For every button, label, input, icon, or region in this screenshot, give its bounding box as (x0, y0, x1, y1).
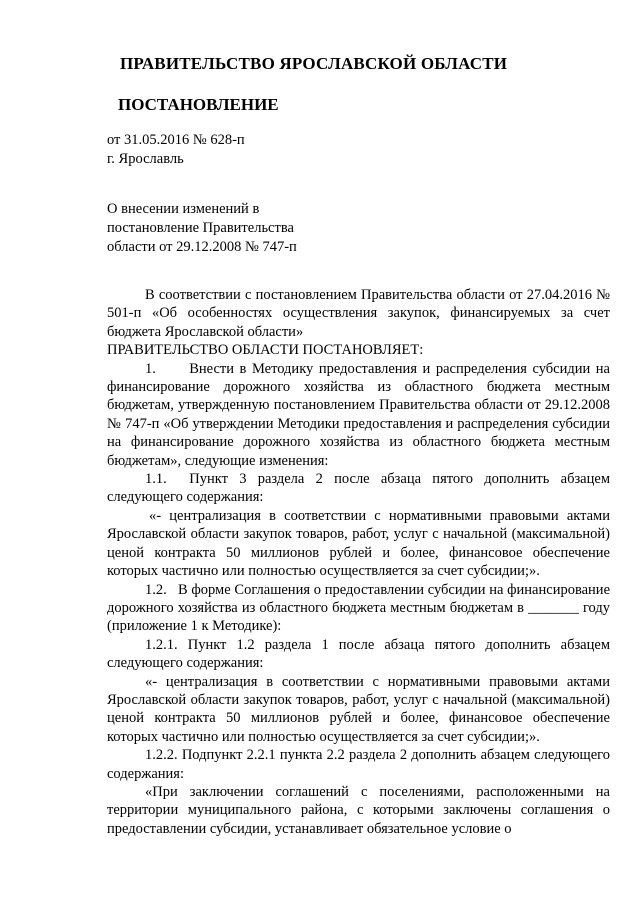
city: г. Ярославль (107, 151, 184, 167)
document-meta (107, 131, 245, 169)
paragraph-1-2-2-quote: «При заключении соглашений с поселениями, расположенными на территории муниципального района, с которыми заключены соглашения о предоставлении субсидии, устанавливает обязательное условие о (107, 783, 610, 837)
paragraph-1-2-1-quote: «- централизация в соответствии с нормативными правовыми актами Ярославской области закупок товаров, работ, услуг с начальной (максимальной) ценой контракта 50 миллионов рублей и более, финансовое обеспечение которых частично или полностью осуществляется за счет субсидии;». (107, 673, 610, 745)
date-number: от 31.05.2016 № 628-п (107, 132, 245, 148)
subject-line: постановление Правительства (107, 220, 294, 236)
subject-line: О внесении изменений в (107, 201, 260, 217)
paragraph-1: 1. Внести в Методику предоставления и распределения субсидии на финансирование дорожного хозяйства из областного бюджета местным бюджетам, утвержденную постановлением Правительства области от 29.12.2008 № 747-п «Об утверждении Методики предоставления и распределения субсидии на финансирование дорожного хозяйства из областного бюджета местным бюджетам», следующие изменения: (107, 360, 610, 469)
paragraph-1-2-1: 1.2.1. Пункт 1.2 раздела 1 после абзаца пятого дополнить абзацем следующего содержания: (107, 636, 610, 672)
preamble-paragraph: В соответствии с постановлением Правительства области от 27.04.2016 № 501-п «Об особенностях осуществления закупок, финансируемых за счет бюджета Ярославской области» (107, 287, 610, 340)
document-subject (107, 200, 297, 257)
subject-line: области от 29.12.2008 № 747-п (107, 239, 297, 255)
paragraph-1-1: 1.1. Пункт 3 раздела 2 после абзаца пятого дополнить абзацем следующего содержания: (107, 471, 610, 506)
document-body (107, 286, 610, 838)
paragraph-1-2: 1.2. В форме Соглашения о предоставлении субсидии на финансирование дорожного хозяйства из областного бюджета местным бюджетам в _______ году (приложение 1 к Методике): (107, 581, 610, 635)
resolves-heading: ПРАВИТЕЛЬСТВО ОБЛАСТИ ПОСТАНОВЛЯЕТ: (107, 342, 424, 359)
paragraph-1-1-quote: «- централизация в соответствии с нормативными правовыми актами Ярославской области закупок товаров, работ, услуг с начальной (максимальной) ценой контракта 50 миллионов рублей и более, финансовое обеспечение которых частично или полностью осуществляется за счет субсидии;». (107, 507, 610, 580)
organization-title: ПРАВИТЕЛЬСТВО ЯРОСЛАВСКОЙ ОБЛАСТИ (120, 54, 508, 73)
paragraph-1-2-2: 1.2.2. Подпункт 2.2.1 пункта 2.2 раздела 2 дополнить абзацем следующего содержания: (107, 747, 610, 782)
document-type-title: ПОСТАНОВЛЕНИЕ (118, 95, 279, 114)
